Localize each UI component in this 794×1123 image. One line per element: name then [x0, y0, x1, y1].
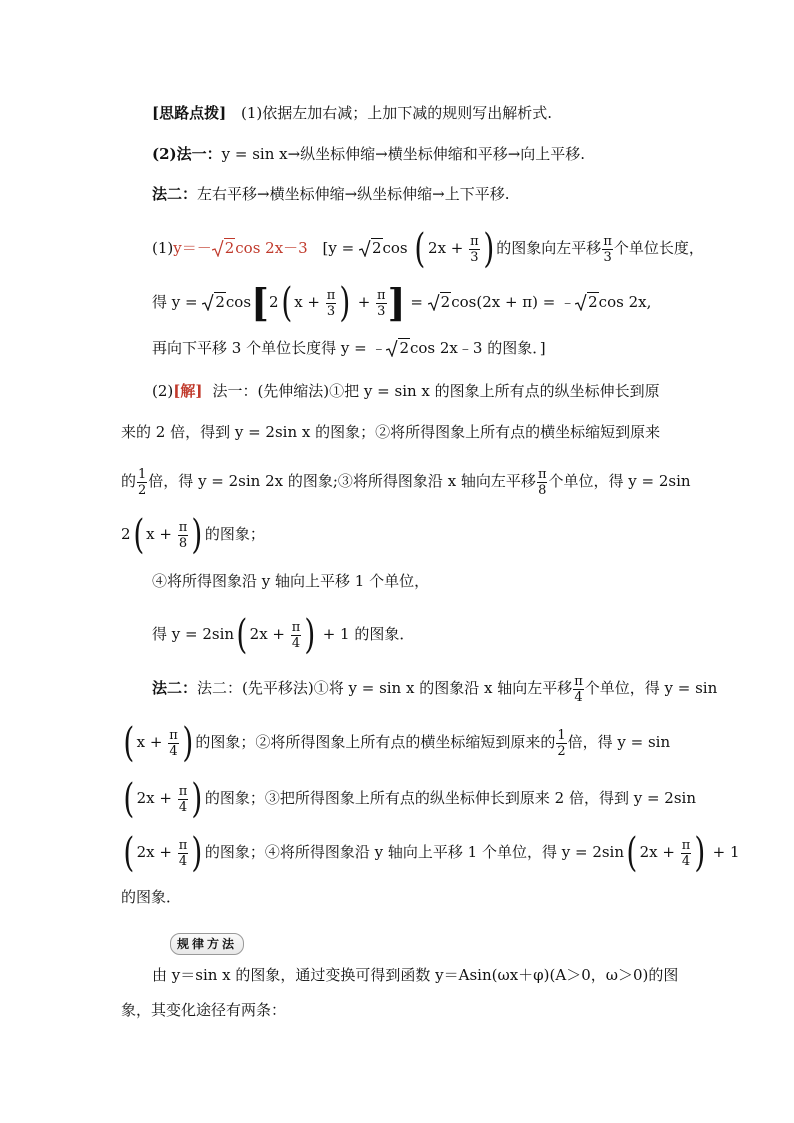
method-one-label: (2)法一：: [152, 145, 222, 163]
method-two-line-1: 法二：法二：(先平移法)①将 y = sin x 的图象沿 x 轴向左平移 $\frac{\pi}{4}$ 个单位，得 y = sin: [152, 673, 718, 705]
answer-1-result: y＝－ 2cos 2x－3: [173, 239, 308, 257]
hint-line-1: [152, 102, 552, 124]
method-two-steps: 左右平移→横坐标伸缩→纵坐标伸缩→上下平移.: [197, 185, 510, 203]
method-two-line-4: ( 2x + $\frac{\pi}{4}$ ) 的图象；④将所得图象沿 y 轴向上平移 1 个单位，得 y = 2sin( 2x + $\frac{\pi}{4}$ ) + 1: [123, 830, 740, 876]
method-two-line-2: ( x + $\frac{\pi}{4}$ ) 的图象；②将所得图象上所有点的横坐标缩短到原来的 $\frac{1}{2}$ 倍，得 y = sin: [123, 720, 671, 766]
hint-line-2: [152, 143, 585, 165]
fraction-pi-3: $\frac{\pi}{3}$: [603, 233, 612, 265]
method-two-line-5: 的图象．: [121, 888, 182, 906]
answer-2-line-1: (2)[解] 法一：(先伸缩法)①把 y = sin x 的图象上所有点的纵坐标伸长到原: [152, 382, 660, 400]
method-two-line-3: ( 2x + $\frac{\pi}{4}$ ) 的图象；③把所得图象上所有点的纵坐标伸长到原来 2 倍，得到 y = 2sin: [123, 776, 697, 822]
answer-1-line-1: (1)y＝－ 2cos 2x－3 [y = 2cos ( 2x + $\frac{\pi}{3}$ ) 的图象向左平移 $\frac{\pi}{3}$ 个单位长度，: [152, 226, 704, 272]
answer-2-line-6: 得 y = 2sin( 2x + $\frac{\pi}{4}$ ) + 1 的图象．: [152, 612, 415, 658]
answer-2-line-5: ④将所得图象沿 y 轴向上平移 1 个单位，: [152, 572, 430, 590]
hint-label: [思路点拨]: [152, 104, 227, 122]
solution-tag: [解]: [173, 382, 203, 400]
answer-2-line-2: 来的 2 倍，得到 y = 2sin x 的图象；②将所得图象上所有点的横坐标缩短到原来: [121, 423, 661, 441]
law-line-2: 象，其变化途径有两条：: [121, 1001, 287, 1019]
fraction-pi-3: $\frac{\pi}{3}$: [470, 233, 479, 265]
answer-1-line-3: 再向下平移 3 个单位长度得 y = ﹣ 2cos 2x﹣3 的图象．]: [152, 339, 546, 357]
answer-1-tag: (1): [152, 239, 174, 257]
law-line-1: 由 y＝sin x 的图象，通过变换可得到函数 y＝Asin(ωx＋φ)(A＞0，ω＞0)的图: [152, 966, 679, 984]
answer-2-line-3: 的 $\frac{1}{2}$ 倍，得 y = 2sin 2x 的图象;③将所得图象沿 x 轴向左平移 $\frac{\pi}{8}$ 个单位，得 y = 2sin: [121, 466, 691, 498]
hint-line-3: [152, 183, 510, 205]
hint-text-1: (1)依据左加右减；上加下减的规则写出解析式.: [240, 104, 553, 122]
answer-2-line-4: 2( x + $\frac{\pi}{8}$ ) 的图象；: [121, 512, 265, 558]
method-one-steps: y = sin x→纵坐标伸缩→横坐标伸缩和平移→向上平移.: [221, 145, 586, 163]
answer-1-line-2: 得 y = 2cos[2( x + $\frac{\pi}{3}$ ) + $\frac{\pi}{3}$ ] = 2cos(2x + π) = ﹣ 2cos 2x,: [152, 280, 652, 326]
law-badge: 规律方法: [170, 933, 244, 955]
method-two-label: 法二：: [152, 185, 198, 203]
